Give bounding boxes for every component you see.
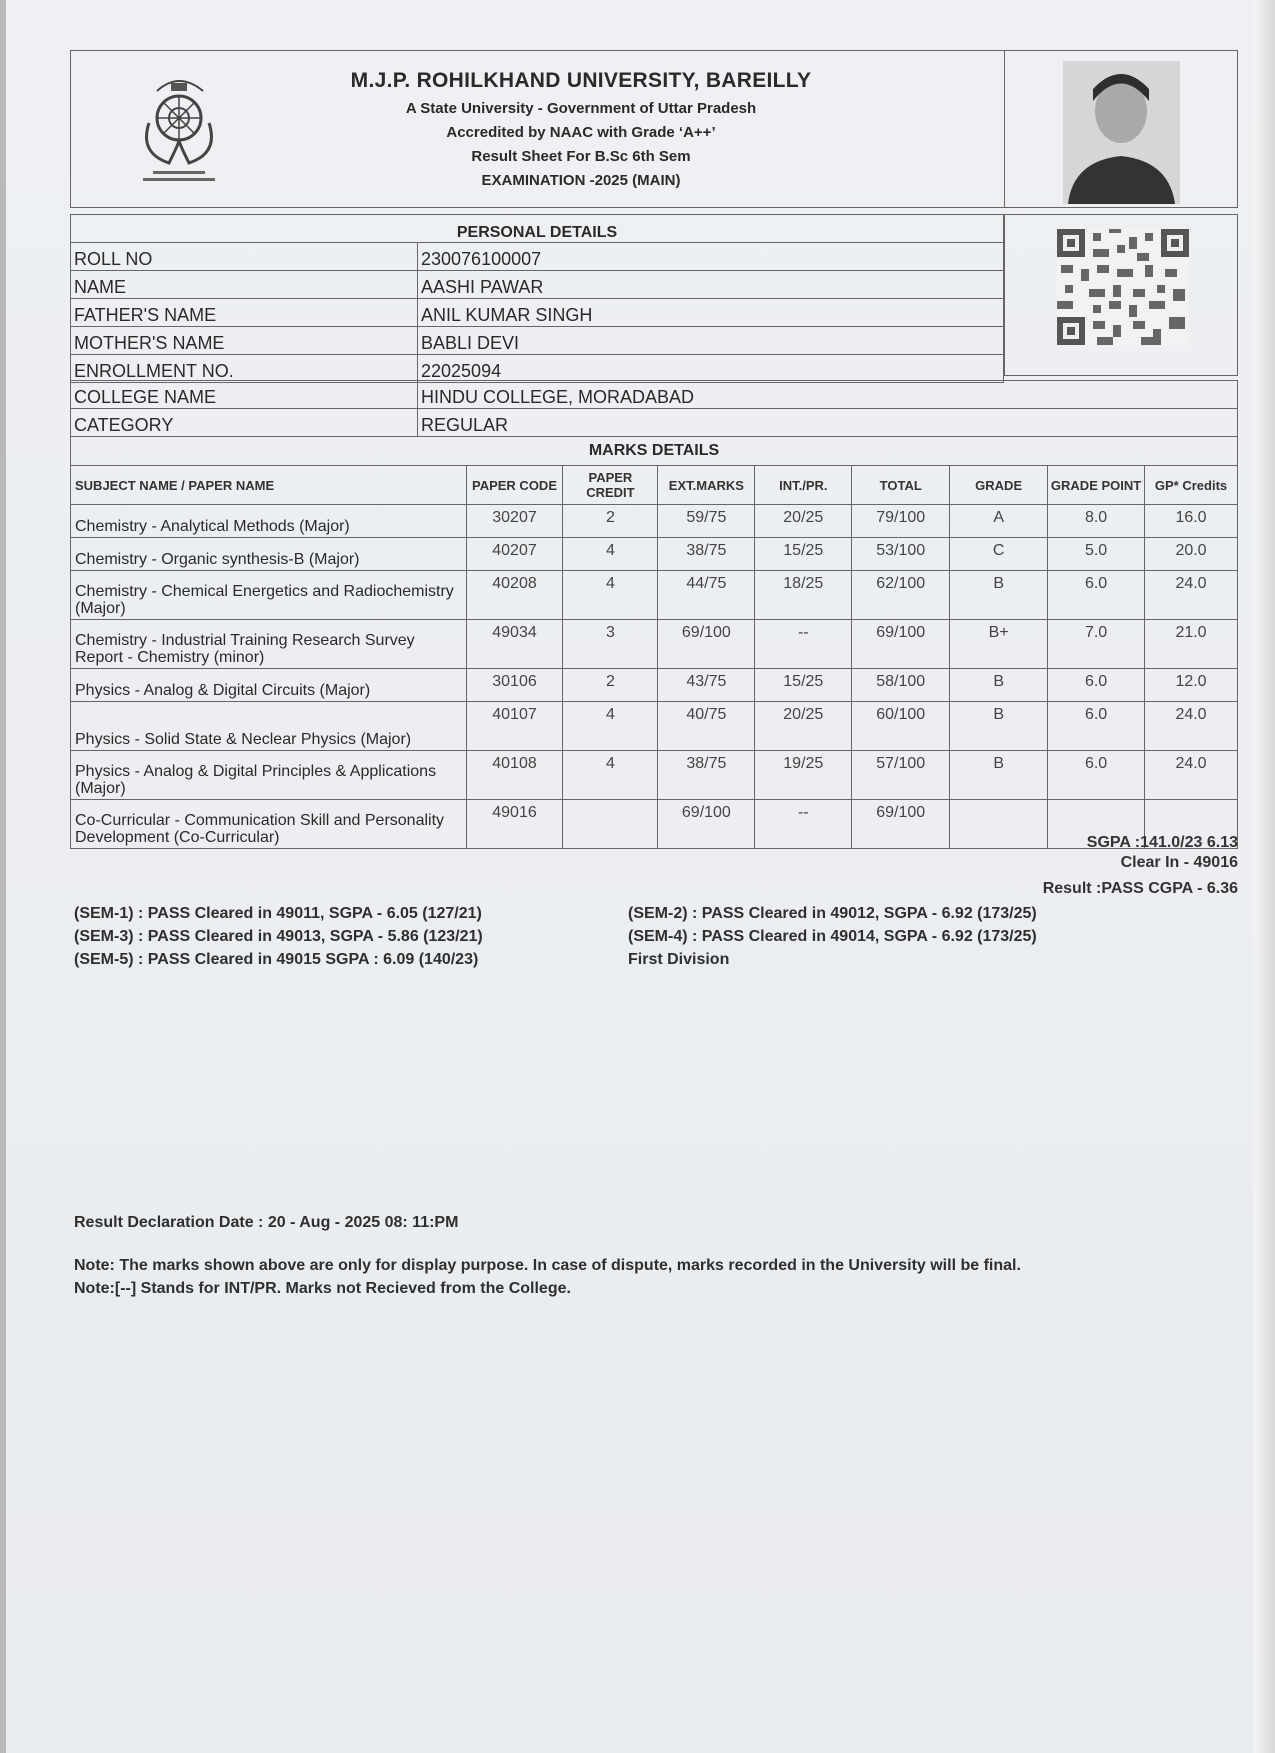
name-value: AASHI PAWAR (418, 271, 1004, 299)
paper-code: 49034 (466, 620, 563, 669)
category-label: CATEGORY (71, 409, 418, 437)
result-sheet-title: Result Sheet For B.Sc 6th Sem (471, 148, 691, 165)
detail-row (71, 271, 1004, 299)
ext-marks: 38/75 (658, 751, 755, 800)
student-photo (1063, 61, 1180, 204)
subject-name: Chemistry - Organic synthesis-B (Major) (71, 538, 467, 571)
roll-no-label: ROLL NO (71, 243, 418, 271)
int-marks: 15/25 (755, 669, 852, 702)
total-marks: 58/100 (852, 669, 950, 702)
paper-credit: 2 (563, 505, 658, 538)
int-marks: 19/25 (755, 751, 852, 800)
grade (950, 800, 1048, 849)
result-cgpa: Result :PASS CGPA - 6.36 (1042, 880, 1238, 897)
grade: B (950, 702, 1048, 751)
table-row (71, 751, 1238, 800)
column-header: PAPER CREDIT (563, 466, 658, 505)
ext-marks: 43/75 (658, 669, 755, 702)
gp-credits: 16.0 (1145, 505, 1238, 538)
table-row (71, 538, 1238, 571)
sem2-result: (SEM-2) : PASS Cleared in 49012, SGPA - 6.92 (173/25) (628, 905, 1037, 922)
grade: B+ (950, 620, 1048, 669)
table-row (71, 620, 1238, 669)
paper-credit: 4 (563, 702, 658, 751)
column-header: GRADE (950, 466, 1048, 505)
grade: B (950, 669, 1048, 702)
header (70, 50, 1004, 208)
total-marks: 62/100 (852, 571, 950, 620)
gp-credits: 24.0 (1145, 751, 1238, 800)
column-header: GRADE POINT (1048, 466, 1145, 505)
grade-point: 7.0 (1048, 620, 1145, 669)
qr-code-icon (1057, 228, 1189, 346)
int-marks: 18/25 (755, 571, 852, 620)
paper-credit: 3 (563, 620, 658, 669)
subject-name: Co-Curricular - Communication Skill and Personality Development (Co-Curricular) (71, 800, 467, 849)
subject-name: Physics - Analog & Digital Circuits (Major) (71, 669, 467, 702)
subject-name: Physics - Solid State & Neclear Physics (Major) (71, 702, 467, 751)
header-text (301, 69, 861, 189)
college-label: COLLEGE NAME (71, 381, 418, 409)
page-edge (0, 0, 6, 1753)
paper-code: 40108 (466, 751, 563, 800)
column-header: TOTAL (852, 466, 950, 505)
table-row (71, 505, 1238, 538)
ext-marks: 69/100 (658, 620, 755, 669)
university-name: M.J.P. ROHILKHAND UNIVERSITY, BAREILLY (350, 69, 812, 92)
result-declaration-date: Result Declaration Date : 20 - Aug - 2025 08: 11:PM (74, 1214, 459, 1231)
division: First Division (628, 951, 730, 968)
detail-row (71, 243, 1004, 271)
total-marks: 60/100 (852, 702, 950, 751)
ext-marks: 59/75 (658, 505, 755, 538)
examination-title: EXAMINATION -2025 (MAIN) (481, 172, 681, 189)
photo-box (1004, 50, 1238, 208)
int-marks: 20/25 (755, 505, 852, 538)
gp-credits: 12.0 (1145, 669, 1238, 702)
int-marks: 15/25 (755, 538, 852, 571)
note-int-pr: Note:[--] Stands for INT/PR. Marks not Recieved from the College. (74, 1280, 571, 1297)
category-value: REGULAR (418, 409, 1238, 437)
name-label: NAME (71, 271, 418, 299)
father-name-value: ANIL KUMAR SINGH (418, 299, 1004, 327)
sgpa-summary: SGPA :141.0/23 6.13 (1086, 834, 1238, 851)
table-row (71, 800, 1238, 849)
clear-in: Clear In - 49016 (1120, 854, 1238, 871)
page-edge-right (1253, 0, 1275, 1753)
grade-point: 6.0 (1048, 751, 1145, 800)
marks-table (70, 436, 1238, 849)
paper-credit: 4 (563, 538, 658, 571)
column-header: GP* Credits (1145, 466, 1238, 505)
father-name-label: FATHER'S NAME (71, 299, 418, 327)
detail-row (71, 355, 1004, 383)
ext-marks: 69/100 (658, 800, 755, 849)
paper-credit (563, 800, 658, 849)
paper-code: 40208 (466, 571, 563, 620)
subject-name: Physics - Analog & Digital Principles & Applications (Major) (71, 751, 467, 800)
mother-name-label: MOTHER'S NAME (71, 327, 418, 355)
subject-name: Chemistry - Industrial Training Research Survey Report - Chemistry (minor) (71, 620, 467, 669)
subject-name: Chemistry - Analytical Methods (Major) (71, 505, 467, 538)
total-marks: 79/100 (852, 505, 950, 538)
table-row (71, 669, 1238, 702)
gp-credits: 21.0 (1145, 620, 1238, 669)
mother-name-value: BABLI DEVI (418, 327, 1004, 355)
ext-marks: 38/75 (658, 538, 755, 571)
detail-row (71, 327, 1004, 355)
header-subtitle: A State University - Government of Uttar Pradesh (405, 100, 757, 117)
grade-point: 5.0 (1048, 538, 1145, 571)
enrollment-label: ENROLLMENT NO. (71, 355, 418, 383)
ext-marks: 40/75 (658, 702, 755, 751)
column-header: PAPER CODE (466, 466, 563, 505)
int-marks: -- (755, 800, 852, 849)
university-logo (119, 63, 239, 188)
sem-history-left (74, 902, 483, 971)
note-display: Note: The marks shown above are only for display purpose. In case of dispute, marks recorded in the University will be final. (74, 1257, 1021, 1274)
grade: B (950, 751, 1048, 800)
grade-point: 6.0 (1048, 669, 1145, 702)
grade-point: 6.0 (1048, 702, 1145, 751)
grade: B (950, 571, 1048, 620)
gp-credits: 20.0 (1145, 538, 1238, 571)
sem3-result: (SEM-3) : PASS Cleared in 49013, SGPA - 5.86 (123/21) (74, 928, 483, 945)
gp-credits: 24.0 (1145, 571, 1238, 620)
column-header: EXT.MARKS (658, 466, 755, 505)
marks-details-title: MARKS DETAILS (71, 437, 1238, 466)
column-header: INT./PR. (755, 466, 852, 505)
table-row (71, 571, 1238, 620)
personal-details-title: PERSONAL DETAILS (71, 215, 1004, 243)
college-value: HINDU COLLEGE, MORADABAD (418, 381, 1238, 409)
grade-point: 8.0 (1048, 505, 1145, 538)
paper-credit: 2 (563, 669, 658, 702)
detail-row (71, 381, 1238, 409)
sem4-result: (SEM-4) : PASS Cleared in 49014, SGPA - 6.92 (173/25) (628, 928, 1037, 945)
sem1-result: (SEM-1) : PASS Cleared in 49011, SGPA - 6.05 (127/21) (74, 905, 482, 922)
enrollment-value: 22025094 (418, 355, 1004, 383)
int-marks: -- (755, 620, 852, 669)
paper-code: 40107 (466, 702, 563, 751)
column-header: SUBJECT NAME / PAPER NAME (71, 466, 467, 505)
paper-code: 40207 (466, 538, 563, 571)
paper-credit: 4 (563, 751, 658, 800)
subject-name: Chemistry - Chemical Energetics and Radiochemistry (Major) (71, 571, 467, 620)
table-row (71, 702, 1238, 751)
grade-point: 6.0 (1048, 571, 1145, 620)
marks-header-row (71, 466, 1238, 505)
paper-code: 30106 (466, 669, 563, 702)
total-marks: 57/100 (852, 751, 950, 800)
personal-details-table (70, 214, 1004, 383)
detail-row (71, 409, 1238, 437)
paper-credit: 4 (563, 571, 658, 620)
int-marks: 20/25 (755, 702, 852, 751)
college-table (70, 380, 1238, 437)
total-marks: 69/100 (852, 800, 950, 849)
ext-marks: 44/75 (658, 571, 755, 620)
roll-no-value: 230076100007 (418, 243, 1004, 271)
grade: A (950, 505, 1048, 538)
sem5-result: (SEM-5) : PASS Cleared in 49015 SGPA : 6.09 (140/23) (74, 951, 479, 968)
sem-history-right (628, 902, 1037, 971)
paper-code: 30207 (466, 505, 563, 538)
grade: C (950, 538, 1048, 571)
total-marks: 69/100 (852, 620, 950, 669)
qr-box (1004, 214, 1238, 376)
paper-code: 49016 (466, 800, 563, 849)
accreditation: Accredited by NAAC with Grade ‘A++’ (446, 124, 716, 141)
gp-credits: 24.0 (1145, 702, 1238, 751)
detail-row (71, 299, 1004, 327)
total-marks: 53/100 (852, 538, 950, 571)
